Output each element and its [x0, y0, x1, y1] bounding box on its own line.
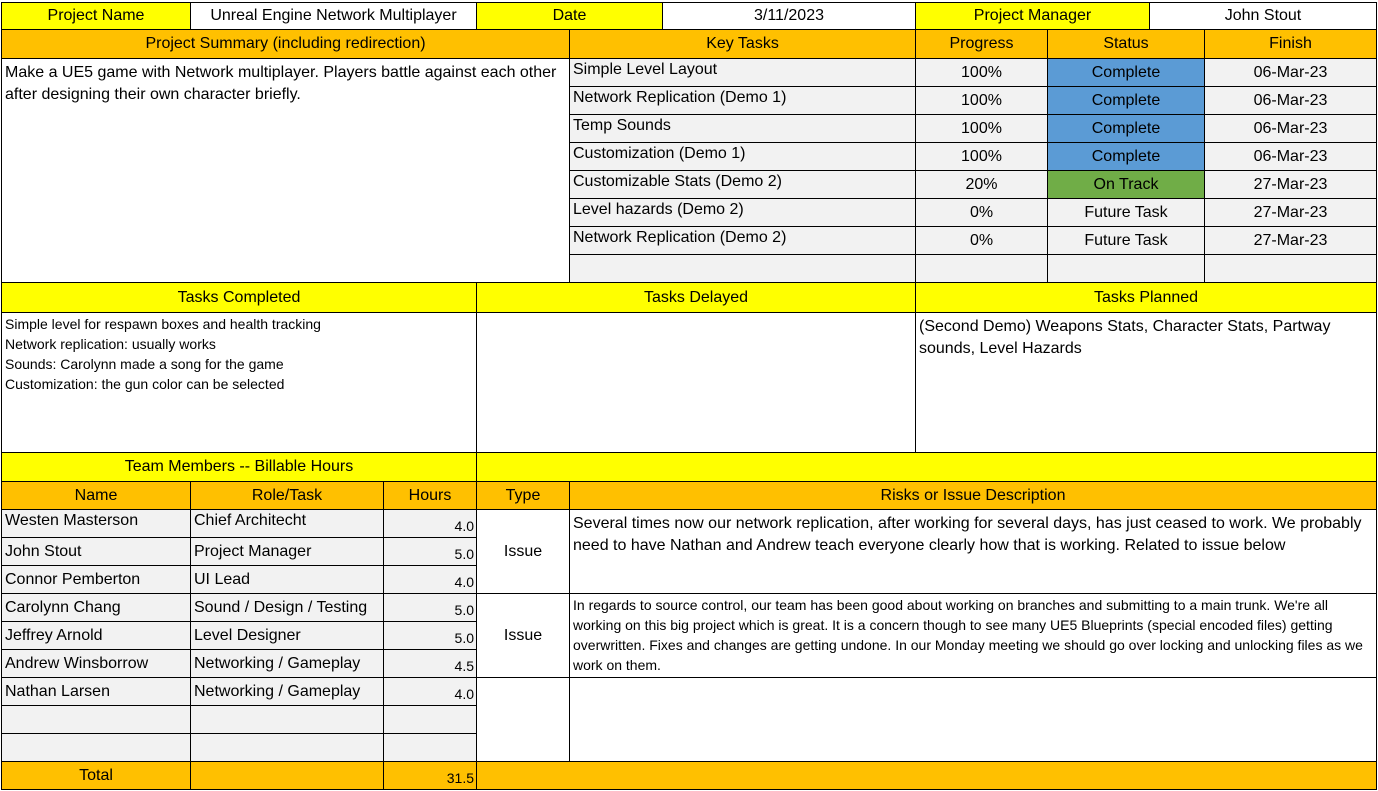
task-finish[interactable]: 27-Mar-23 — [1205, 199, 1377, 227]
tasks-delayed-heading: Tasks Delayed — [477, 283, 916, 313]
total-hours: 31.5 — [384, 762, 477, 790]
risk-description[interactable]: In regards to source control, our team has been good about working on branches and submitting to a main trunk. We're all working on this big project which is great. It is a concern though to see many UE5 Blueprints (special encoded files) getting overwritten. Fixes and changes are getting undone. In our Monday meeting we should go over locking and unlocking files as we work on them. — [570, 594, 1377, 678]
task-status[interactable] — [1048, 255, 1205, 283]
risk-type[interactable] — [477, 678, 570, 762]
task-name[interactable]: Customization (Demo 1) — [570, 143, 916, 171]
task-finish[interactable]: 06-Mar-23 — [1205, 59, 1377, 87]
member-hours[interactable]: 4.0 — [384, 678, 477, 706]
completed-line: Sounds: Carolynn made a song for the game — [5, 356, 284, 372]
task-name[interactable]: Network Replication (Demo 1) — [570, 87, 916, 115]
task-finish[interactable]: 27-Mar-23 — [1205, 227, 1377, 255]
tasks-completed-heading: Tasks Completed — [1, 283, 477, 313]
risk-type[interactable]: Issue — [477, 510, 570, 594]
key-tasks-header: Key Tasks — [570, 30, 916, 59]
role-header: Role/Task — [191, 482, 384, 510]
risks-top-band — [477, 453, 1377, 482]
progress-header: Progress — [916, 30, 1048, 59]
project-name-label: Project Name — [1, 2, 191, 30]
member-hours[interactable]: 4.5 — [384, 650, 477, 678]
task-finish[interactable]: 06-Mar-23 — [1205, 87, 1377, 115]
tasks-delayed-text[interactable] — [477, 313, 916, 453]
finish-header: Finish — [1205, 30, 1377, 59]
member-hours[interactable]: 5.0 — [384, 622, 477, 650]
member-name[interactable] — [1, 734, 191, 762]
task-status[interactable]: Complete — [1048, 143, 1205, 171]
hours-header: Hours — [384, 482, 477, 510]
total-label: Total — [1, 762, 191, 790]
task-name[interactable]: Network Replication (Demo 2) — [570, 227, 916, 255]
date-value[interactable]: 3/11/2023 — [663, 2, 916, 30]
project-name-value[interactable]: Unreal Engine Network Multiplayer — [191, 2, 477, 30]
member-name[interactable]: John Stout — [1, 538, 191, 566]
task-progress[interactable] — [916, 255, 1048, 283]
date-label: Date — [477, 2, 663, 30]
risk-description-header: Risks or Issue Description — [570, 482, 1377, 510]
type-header: Type — [477, 482, 570, 510]
completed-line: Customization: the gun color can be selected — [5, 376, 285, 392]
member-role[interactable] — [191, 706, 384, 734]
member-role[interactable]: Chief Architecht — [191, 510, 384, 538]
risk-description[interactable] — [570, 678, 1377, 762]
team-members-heading: Team Members -- Billable Hours — [1, 453, 477, 482]
task-status[interactable]: On Track — [1048, 171, 1205, 199]
name-header: Name — [1, 482, 191, 510]
task-finish[interactable]: 27-Mar-23 — [1205, 171, 1377, 199]
tasks-completed-text[interactable] — [1, 313, 477, 453]
risks-bottom-band — [477, 762, 1377, 790]
task-progress[interactable]: 100% — [916, 87, 1048, 115]
tasks-planned-heading: Tasks Planned — [916, 283, 1377, 313]
member-role[interactable]: Project Manager — [191, 538, 384, 566]
member-hours[interactable]: 4.0 — [384, 566, 477, 594]
member-role[interactable] — [191, 734, 384, 762]
completed-line: Simple level for respawn boxes and health tracking — [5, 316, 321, 332]
member-role[interactable]: UI Lead — [191, 566, 384, 594]
member-name[interactable]: Andrew Winsborrow — [1, 650, 191, 678]
member-name[interactable]: Nathan Larsen — [1, 678, 191, 706]
total-role-cell — [191, 762, 384, 790]
task-name[interactable]: Customizable Stats (Demo 2) — [570, 171, 916, 199]
member-name[interactable]: Connor Pemberton — [1, 566, 191, 594]
task-progress[interactable]: 0% — [916, 199, 1048, 227]
project-summary-heading: Project Summary (including redirection) — [1, 30, 570, 59]
task-name[interactable]: Level hazards (Demo 2) — [570, 199, 916, 227]
risk-type[interactable]: Issue — [477, 594, 570, 678]
member-hours[interactable] — [384, 706, 477, 734]
member-role[interactable]: Sound / Design / Testing — [191, 594, 384, 622]
task-progress[interactable]: 100% — [916, 143, 1048, 171]
member-role[interactable]: Networking / Gameplay — [191, 650, 384, 678]
member-role[interactable]: Networking / Gameplay — [191, 678, 384, 706]
task-status[interactable]: Future Task — [1048, 227, 1205, 255]
member-role[interactable]: Level Designer — [191, 622, 384, 650]
member-hours[interactable]: 4.0 — [384, 510, 477, 538]
task-progress[interactable]: 100% — [916, 115, 1048, 143]
tasks-planned-text[interactable]: (Second Demo) Weapons Stats, Character Stats, Partway sounds, Level Hazards — [916, 313, 1377, 453]
risk-description[interactable]: Several times now our network replication, after working for several days, has just ceased to work. We probably need to have Nathan and Andrew teach everyone clearly how that is working. Related to issue below — [570, 510, 1377, 594]
task-name[interactable] — [570, 255, 916, 283]
member-hours[interactable]: 5.0 — [384, 538, 477, 566]
completed-line: Network replication: usually works — [5, 336, 216, 352]
task-progress[interactable]: 0% — [916, 227, 1048, 255]
task-status[interactable]: Complete — [1048, 87, 1205, 115]
project-manager-label: Project Manager — [916, 2, 1150, 30]
task-status[interactable]: Future Task — [1048, 199, 1205, 227]
project-summary-text[interactable]: Make a UE5 game with Network multiplayer. Players battle against each other after designing their own character briefly. — [1, 59, 570, 283]
status-header: Status — [1048, 30, 1205, 59]
task-status[interactable]: Complete — [1048, 59, 1205, 87]
member-name[interactable] — [1, 706, 191, 734]
task-progress[interactable]: 20% — [916, 171, 1048, 199]
task-progress[interactable]: 100% — [916, 59, 1048, 87]
member-hours[interactable]: 5.0 — [384, 594, 477, 622]
member-name[interactable]: Westen Masterson — [1, 510, 191, 538]
task-finish[interactable]: 06-Mar-23 — [1205, 115, 1377, 143]
task-finish[interactable] — [1205, 255, 1377, 283]
task-name[interactable]: Temp Sounds — [570, 115, 916, 143]
member-name[interactable]: Carolynn Chang — [1, 594, 191, 622]
task-name[interactable]: Simple Level Layout — [570, 59, 916, 87]
task-finish[interactable]: 06-Mar-23 — [1205, 143, 1377, 171]
member-hours[interactable] — [384, 734, 477, 762]
project-manager-value[interactable]: John Stout — [1150, 2, 1377, 30]
task-status[interactable]: Complete — [1048, 115, 1205, 143]
member-name[interactable]: Jeffrey Arnold — [1, 622, 191, 650]
